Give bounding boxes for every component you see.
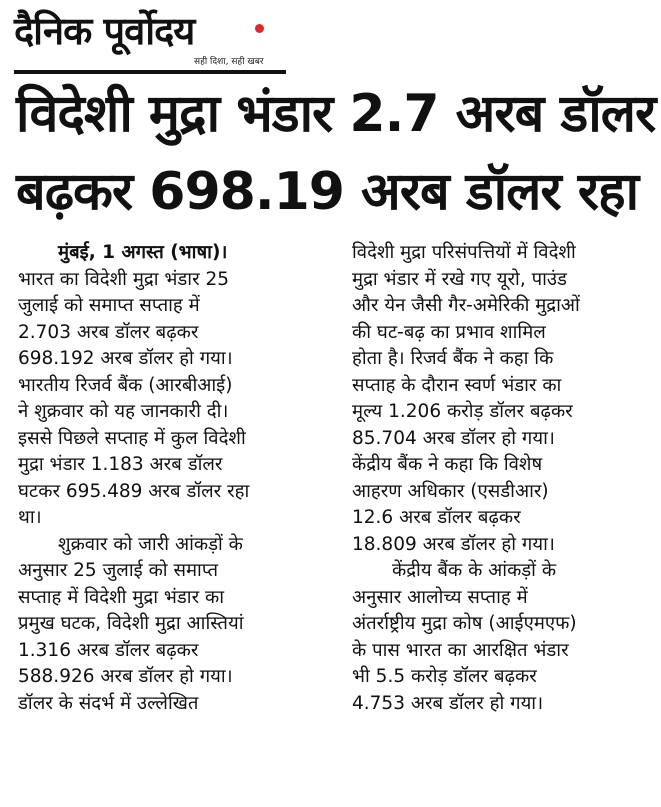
headline-line-1: विदेशी मुद्रा भंडार 2.7 अरब डॉलर bbox=[16, 84, 656, 144]
article-line: 12.6 अरब डॉलर बढ़कर bbox=[352, 507, 521, 528]
article-line: अनुसार 25 जुलाई को समाप्त bbox=[18, 560, 219, 581]
masthead bbox=[8, 4, 288, 74]
article-line: केंद्रीय बैंक ने कहा कि विशेष bbox=[352, 454, 543, 475]
brand-dot-icon bbox=[255, 24, 264, 33]
article-line: केंद्रीय बैंक के आंकड़ों के bbox=[392, 560, 557, 581]
article-line: विदेशी मुद्रा परिसंपत्तियों में विदेशी bbox=[352, 242, 576, 263]
newspaper-tagline: सही दिशा, सही खबर bbox=[194, 57, 264, 67]
article-line: भी 5.5 करोड़ डॉलर बढ़कर bbox=[352, 666, 537, 687]
article-line: 1.316 अरब डॉलर बढ़कर bbox=[18, 639, 199, 661]
article-line: और येन जैसी गैर-अमेरिकी मुद्राओं bbox=[352, 295, 580, 316]
article-line: सप्ताह के दौरान स्वर्ण भंडार का bbox=[352, 374, 562, 396]
article-line: मूल्य 1.206 करोड़ डॉलर बढ़कर bbox=[352, 401, 573, 422]
article-line: आहरण अधिकार (एसडीआर) bbox=[352, 480, 549, 502]
article-line: भारतीय रिजर्व बैंक (आरबीआई) bbox=[18, 374, 233, 396]
article-line: मुद्रा भंडार 1.183 अरब डॉलर bbox=[18, 454, 223, 475]
article-line: 85.704 अरब डॉलर हो गया। bbox=[352, 427, 555, 449]
article-line: ने शुक्रवार को यह जानकारी दी। bbox=[18, 401, 229, 422]
article-line: 2.703 अरब डॉलर बढ़कर bbox=[18, 321, 199, 343]
article-line: 18.809 अरब डॉलर हो गया। bbox=[352, 533, 555, 555]
article-line: अनुसार आलोच्य सप्ताह में bbox=[352, 586, 528, 608]
article-line: की घट-बढ़ का प्रभाव शामिल bbox=[352, 321, 546, 343]
article-line: शुक्रवार को जारी आंकड़ों के bbox=[58, 533, 243, 555]
article-line: अंतर्राष्ट्रीय मुद्रा कोष (आईएमएफ) bbox=[352, 613, 577, 634]
article-line: प्रमुख घटक, विदेशी मुद्रा आस्तियां bbox=[18, 613, 244, 634]
headline-line-2: बढ़कर 698.19 अरब डॉलर रहा bbox=[16, 162, 639, 222]
article-left-column bbox=[18, 240, 336, 717]
article-line: सप्ताह में विदेशी मुद्रा भंडार का bbox=[18, 586, 225, 608]
article-line: भारत का विदेशी मुद्रा भंडार 25 bbox=[18, 268, 230, 290]
masthead-rule bbox=[14, 70, 286, 74]
article-line: घटकर 695.489 अरब डॉलर रहा bbox=[18, 480, 250, 502]
article-line: 698.192 अरब डॉलर हो गया। bbox=[18, 348, 233, 369]
article-right-column bbox=[352, 240, 650, 717]
article-line: इससे पिछले सप्ताह में कुल विदेशी bbox=[18, 427, 246, 449]
article-line: होता है। रिजर्व बैंक ने कहा कि bbox=[352, 348, 554, 369]
article-line: था। bbox=[18, 507, 42, 528]
article-line: मुद्रा भंडार में रखे गए यूरो, पाउंड bbox=[352, 268, 567, 290]
article-line: 588.926 अरब डॉलर हो गया। bbox=[18, 666, 233, 687]
article-line: डॉलर के संदर्भ में उल्लेखित bbox=[18, 692, 199, 714]
article-dateline: मुंबई, 1 अगस्त (भाषा)। bbox=[58, 242, 228, 263]
article-line: के पास भारत का आरक्षित भंडार bbox=[352, 639, 569, 661]
article-line: जुलाई को समाप्त सप्ताह में bbox=[18, 295, 200, 316]
article-line: 4.753 अरब डॉलर हो गया। bbox=[352, 692, 544, 714]
newspaper-name: दैनिक पूर्वोदय bbox=[14, 9, 195, 53]
